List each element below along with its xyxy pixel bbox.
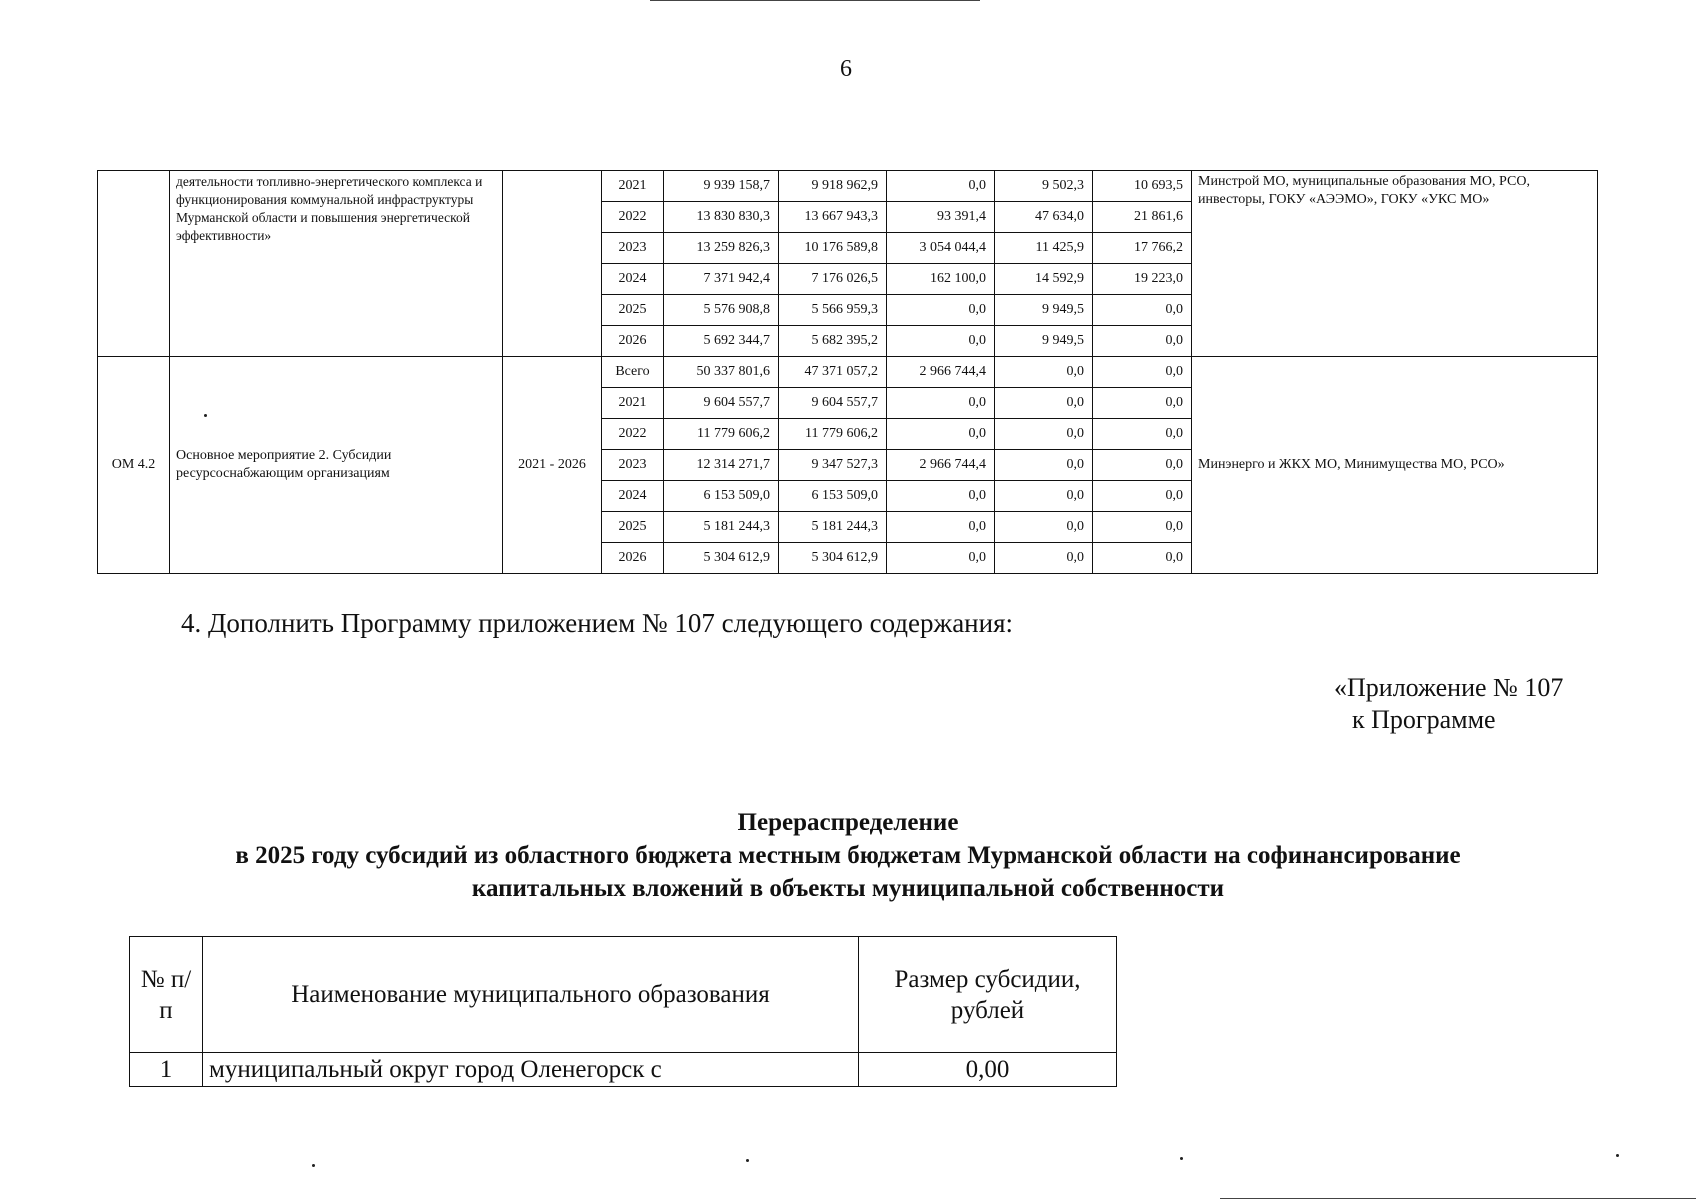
- scan-artifact-top: [650, 0, 980, 1]
- row-year: 2025: [602, 512, 664, 543]
- row-amount: 0,00: [859, 1053, 1117, 1087]
- amount-total: 5 576 908,8: [664, 295, 779, 326]
- instruction-text: 4. Дополнить Программу приложением № 107 следующего содержания:: [181, 608, 1013, 638]
- measure-code: [98, 171, 170, 357]
- amount-c4: 0,0: [1093, 419, 1192, 450]
- amount-total: 5 304 612,9: [664, 543, 779, 574]
- executors: Минэнерго и ЖКХ МО, Минимущества МО, РСО»: [1192, 357, 1598, 574]
- scan-dot: [1180, 1157, 1183, 1160]
- amount-c3: 0,0: [995, 388, 1093, 419]
- amount-total: 7 371 942,4: [664, 264, 779, 295]
- table-row: [130, 1053, 1117, 1087]
- amount-c1: 5 566 959,3: [779, 295, 887, 326]
- amount-total: 12 314 271,7: [664, 450, 779, 481]
- table-row: [98, 171, 1598, 202]
- scan-dot: [312, 1164, 315, 1167]
- amount-c4: 10 693,5: [1093, 171, 1192, 202]
- amount-total: 9 604 557,7: [664, 388, 779, 419]
- row-year: 2024: [602, 264, 664, 295]
- amount-total: 13 259 826,3: [664, 233, 779, 264]
- row-year: 2022: [602, 419, 664, 450]
- row-year: 2021: [602, 171, 664, 202]
- amount-c4: 0,0: [1093, 295, 1192, 326]
- header-amount: Размер субсидии, рублей: [859, 937, 1117, 1053]
- measure-description: деятельности топливно-энергетического комплекса и функционирования коммунальной инфраструктуры Мурманской области и повышения энергетической эффективности»: [170, 171, 503, 357]
- amount-c4: 0,0: [1093, 388, 1192, 419]
- amount-c3: 0,0: [995, 357, 1093, 388]
- amount-c4: 19 223,0: [1093, 264, 1192, 295]
- row-year: Всего: [602, 357, 664, 388]
- amount-c1: 47 371 057,2: [779, 357, 887, 388]
- amount-c1: 7 176 026,5: [779, 264, 887, 295]
- amount-c2: 2 966 744,4: [887, 450, 995, 481]
- amount-c3: 0,0: [995, 543, 1093, 574]
- amount-c2: 162 100,0: [887, 264, 995, 295]
- amount-c3: 9 502,3: [995, 171, 1093, 202]
- amount-c1: 10 176 589,8: [779, 233, 887, 264]
- subsidy-table: [129, 936, 1117, 1087]
- amount-c4: 0,0: [1093, 512, 1192, 543]
- table-row: [98, 357, 1598, 388]
- header-municipality: Наименование муниципального образования: [203, 937, 859, 1053]
- amount-c2: 0,0: [887, 543, 995, 574]
- amount-c4: 21 861,6: [1093, 202, 1192, 233]
- heading-line-1: Перераспределение: [737, 809, 959, 836]
- row-number: 1: [130, 1053, 203, 1087]
- amount-c1: 9 604 557,7: [779, 388, 887, 419]
- amount-c3: 0,0: [995, 419, 1093, 450]
- amount-c1: 9 918 962,9: [779, 171, 887, 202]
- amount-total: 5 692 344,7: [664, 326, 779, 357]
- amount-c2: 0,0: [887, 295, 995, 326]
- measure-period: 2021 - 2026: [503, 357, 602, 574]
- row-year: 2026: [602, 543, 664, 574]
- executors: Минстрой МО, муниципальные образования МО, РСО, инвесторы, ГОКУ «АЭЭМО», ГОКУ «УКС МО»: [1192, 171, 1598, 357]
- scan-dot: [1616, 1154, 1619, 1157]
- amount-c2: 3 054 044,4: [887, 233, 995, 264]
- document-heading: [0, 806, 1696, 905]
- amount-c4: 0,0: [1093, 481, 1192, 512]
- amount-c2: 0,0: [887, 171, 995, 202]
- amount-c3: 0,0: [995, 481, 1093, 512]
- amount-total: 11 779 606,2: [664, 419, 779, 450]
- amount-c3: 9 949,5: [995, 326, 1093, 357]
- amount-c3: 0,0: [995, 512, 1093, 543]
- amount-total: 5 181 244,3: [664, 512, 779, 543]
- amount-c3: 11 425,9: [995, 233, 1093, 264]
- amount-total: 13 830 830,3: [664, 202, 779, 233]
- amount-c2: 0,0: [887, 419, 995, 450]
- amount-c1: 5 682 395,2: [779, 326, 887, 357]
- amount-c1: 9 347 527,3: [779, 450, 887, 481]
- heading-line-3: капитальных вложений в объекты муниципальной собственности: [471, 875, 1225, 902]
- amount-c3: 14 592,9: [995, 264, 1093, 295]
- amount-c4: 0,0: [1093, 357, 1192, 388]
- row-municipality: муниципальный округ город Оленегорск с: [203, 1053, 859, 1087]
- scan-artifact-bottom: [1220, 1198, 1696, 1199]
- row-year: 2023: [602, 450, 664, 481]
- amount-c2: 0,0: [887, 481, 995, 512]
- amount-c3: 47 634,0: [995, 202, 1093, 233]
- measure-period: [503, 171, 602, 357]
- amount-c2: 0,0: [887, 388, 995, 419]
- budget-table: [97, 170, 1598, 574]
- scan-dot: [746, 1159, 749, 1162]
- heading-line-2: в 2025 году субсидий из областного бюджета местным бюджетам Мурманской области на софинансирование: [235, 842, 1461, 869]
- amount-c2: 0,0: [887, 512, 995, 543]
- page-number: 6: [840, 56, 852, 82]
- scan-dot: [204, 414, 207, 417]
- amount-c2: 93 391,4: [887, 202, 995, 233]
- amount-total: 9 939 158,7: [664, 171, 779, 202]
- amount-c1: 5 304 612,9: [779, 543, 887, 574]
- amount-c1: 11 779 606,2: [779, 419, 887, 450]
- row-year: 2025: [602, 295, 664, 326]
- row-year: 2026: [602, 326, 664, 357]
- amount-c2: 2 966 744,4: [887, 357, 995, 388]
- amount-c3: 9 949,5: [995, 295, 1093, 326]
- row-year: 2024: [602, 481, 664, 512]
- row-year: 2023: [602, 233, 664, 264]
- amount-c1: 13 667 943,3: [779, 202, 887, 233]
- amount-c4: 0,0: [1093, 450, 1192, 481]
- row-year: 2022: [602, 202, 664, 233]
- header-number: № п/п: [130, 937, 203, 1053]
- measure-code: ОМ 4.2: [98, 357, 170, 574]
- amount-total: 6 153 509,0: [664, 481, 779, 512]
- amount-total: 50 337 801,6: [664, 357, 779, 388]
- measure-description: Основное мероприятие 2. Субсидии ресурсоснабжающим организациям: [170, 357, 503, 574]
- amount-c1: 6 153 509,0: [779, 481, 887, 512]
- amount-c3: 0,0: [995, 450, 1093, 481]
- amount-c1: 5 181 244,3: [779, 512, 887, 543]
- amount-c4: 0,0: [1093, 326, 1192, 357]
- appendix-line-1: «Приложение № 107: [1334, 673, 1564, 702]
- row-year: 2021: [602, 388, 664, 419]
- amount-c4: 17 766,2: [1093, 233, 1192, 264]
- amount-c2: 0,0: [887, 326, 995, 357]
- amount-c4: 0,0: [1093, 543, 1192, 574]
- appendix-line-2: к Программе: [1352, 705, 1496, 734]
- appendix-reference: [1334, 672, 1563, 736]
